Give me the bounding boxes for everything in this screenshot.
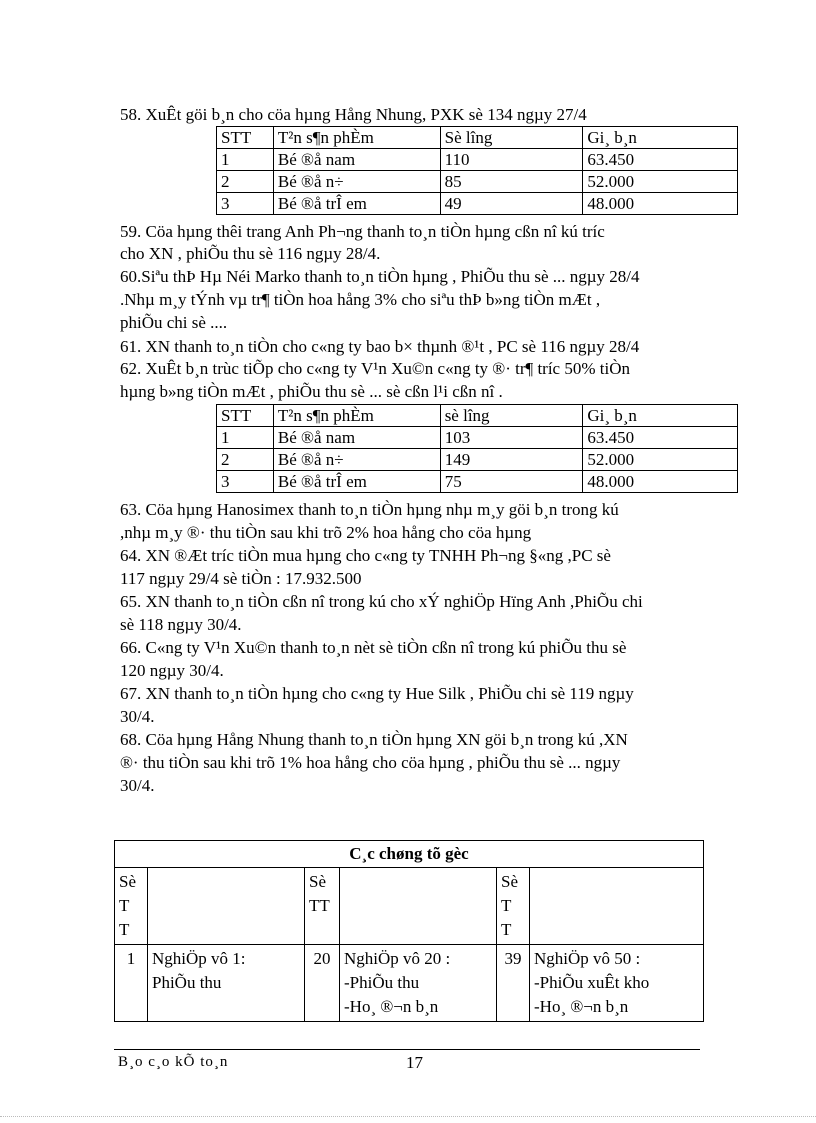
- table-cell: NghiÖp vô 1: PhiÕu thu: [148, 945, 305, 1022]
- table-cell: 52.000: [583, 449, 738, 471]
- source-documents-table: [114, 840, 704, 1022]
- header-seq-3: Sè T T: [497, 868, 530, 945]
- table-cell: 149: [440, 449, 583, 471]
- table-row: [217, 149, 738, 171]
- entry-60-line2: .Nhµ m¸y tÝnh vµ tr¶ tiÒn hoa hång 3% cho siªu thÞ b»ng tiÒn mÆt ,: [120, 290, 601, 309]
- table-cell: Bé ®å trÎ em: [273, 193, 440, 215]
- entry-63-line2: ,nhµ m¸y ®· thu tiÒn sau khi trõ 2% hoa hång cho cöa hµng: [120, 523, 532, 542]
- entry-58: 58. XuÊt göi b¸n cho cöa hµng Hång Nhung, PXK sè 134 ngµy 27/4: [120, 105, 587, 124]
- header-seq-1: Sè T T: [115, 868, 148, 945]
- header-seq-2: Sè TT: [305, 868, 340, 945]
- header-stt: STT: [217, 405, 274, 427]
- table-cell: Bé ®å nam: [273, 149, 440, 171]
- table-cell: Bé ®å trÎ em: [273, 471, 440, 493]
- product-table-58: [216, 126, 738, 215]
- table-cell: 63.450: [583, 149, 738, 171]
- table-row: [217, 427, 738, 449]
- entry-66-line1: 66. C«ng ty V¹n Xu©n thanh to¸n nèt sè tiÒn cßn nî trong kú phiÕu thu sè: [120, 638, 627, 657]
- header-blank-3: [530, 868, 704, 945]
- entry-67-line1: 67. XN thanh to¸n tiÒn hµng cho c«ng ty Hue Silk , PhiÕu chi sè 119 ngµy: [120, 684, 634, 703]
- table-cell: Bé ®å nam: [273, 427, 440, 449]
- table-cell: 63.450: [583, 427, 738, 449]
- table-cell: 3: [217, 193, 274, 215]
- table-cell: 49: [440, 193, 583, 215]
- entry-65-line2: sè 118 ngµy 30/4.: [120, 615, 242, 634]
- table-cell: 85: [440, 171, 583, 193]
- table-cell: 48.000: [583, 193, 738, 215]
- entry-60-line3: phiÕu chi sè ....: [120, 313, 228, 332]
- header-quantity: Sè lîng: [440, 127, 583, 149]
- entry-64-line2: 117 ngµy 29/4 sè tiÒn : 17.932.500: [120, 569, 362, 588]
- docs-title-row: [115, 841, 704, 868]
- header-price: Gi¸ b¸n: [583, 127, 738, 149]
- entry-64-line1: 64. XN ®Æt tríc tiÒn mua hµng cho c«ng ty TNHH Ph¬ng §«ng ,PC sè: [120, 546, 611, 565]
- header-quantity: sè lîng: [440, 405, 583, 427]
- table-row: [217, 471, 738, 493]
- header-stt: STT: [217, 127, 274, 149]
- header-product-name: T²n s¶n phÈm: [273, 127, 440, 149]
- entry-60-line1: 60.Siªu thÞ Hµ Néi Marko thanh to¸n tiÒn hµng , PhiÕu thu sè ... ngµy 28/4: [120, 267, 640, 286]
- table-header-row: [217, 405, 738, 427]
- header-blank-2: [340, 868, 497, 945]
- entry-59-line1: 59. Cöa hµng thêi trang Anh Ph¬ng thanh to¸n tiÒn hµng cßn nî kú tríc: [120, 222, 605, 241]
- header-product-name: T²n s¶n phÈm: [273, 405, 440, 427]
- table-row: [217, 171, 738, 193]
- table-cell: 2: [217, 171, 274, 193]
- footer-divider: [114, 1049, 700, 1050]
- table-cell: 110: [440, 149, 583, 171]
- table-cell: NghiÖp vô 20 : -PhiÕu thu -Ho¸ ®¬n b¸n: [340, 945, 497, 1022]
- table-cell: Bé ®å n÷: [273, 449, 440, 471]
- entry-65-line1: 65. XN thanh to¸n tiÒn cßn nî trong kú cho xÝ nghiÖp Hïng Anh ,PhiÕu chi: [120, 592, 643, 611]
- entry-67-line2: 30/4.: [120, 707, 155, 726]
- table-cell: 52.000: [583, 171, 738, 193]
- entry-62-line2: hµng b»ng tiÒn mÆt , phiÕu thu sè ... sè cßn l¹i cßn nî .: [120, 382, 503, 401]
- table-cell: 1: [217, 427, 274, 449]
- table-cell: 1: [217, 149, 274, 171]
- table-row: [115, 945, 704, 1022]
- entry-68-line3: 30/4.: [120, 776, 155, 795]
- entry-61: 61. XN thanh to¸n tiÒn cho c«ng ty bao b× thµnh ®¹t , PC sè 116 ngµy 28/4: [120, 337, 640, 356]
- entry-68-line1: 68. Cöa hµng Hång Nhung thanh to¸n tiÒn hµng XN göi b¸n trong kú ,XN: [120, 730, 628, 749]
- header-price: Gi¸ b¸n: [583, 405, 738, 427]
- table-cell: 1: [115, 945, 148, 1022]
- table-cell: NghiÖp vô 50 : -PhiÕu xuÊt kho -Ho¸ ®¬n b¸n: [530, 945, 704, 1022]
- entry-63-line1: 63. Cöa hµng Hanosimex thanh to¸n tiÒn hµng nhµ m¸y göi b¸n trong kú: [120, 500, 619, 519]
- docs-table-title: C¸c chøng tõ gèc: [115, 841, 704, 868]
- page-bottom-edge: [0, 1116, 816, 1117]
- table-row: [217, 449, 738, 471]
- docs-header-row: [115, 868, 704, 945]
- table-cell: 2: [217, 449, 274, 471]
- entry-59-line2: cho XN , phiÕu thu sè 116 ngµy 28/4.: [120, 244, 381, 263]
- product-table-62: [216, 404, 738, 493]
- table-cell: 75: [440, 471, 583, 493]
- table-header-row: [217, 127, 738, 149]
- page-number: 17: [406, 1053, 423, 1072]
- header-blank-1: [148, 868, 305, 945]
- table-cell: Bé ®å n÷: [273, 171, 440, 193]
- entry-68-line2: ®· thu tiÒn sau khi trõ 1% hoa hång cho cöa hµng , phiÕu thu sè ... ngµy: [120, 753, 621, 772]
- table-cell: 3: [217, 471, 274, 493]
- table-cell: 39: [497, 945, 530, 1022]
- entry-62-line1: 62. XuÊt b¸n trùc tiÕp cho c«ng ty V¹n Xu©n c«ng ty ®· tr¶ tríc 50% tiÒn: [120, 359, 630, 378]
- table-cell: 48.000: [583, 471, 738, 493]
- entry-66-line2: 120 ngµy 30/4.: [120, 661, 224, 680]
- footer-report-title: B¸o c¸o kÕ to¸n: [118, 1054, 229, 1070]
- table-row: [217, 193, 738, 215]
- table-cell: 103: [440, 427, 583, 449]
- table-cell: 20: [305, 945, 340, 1022]
